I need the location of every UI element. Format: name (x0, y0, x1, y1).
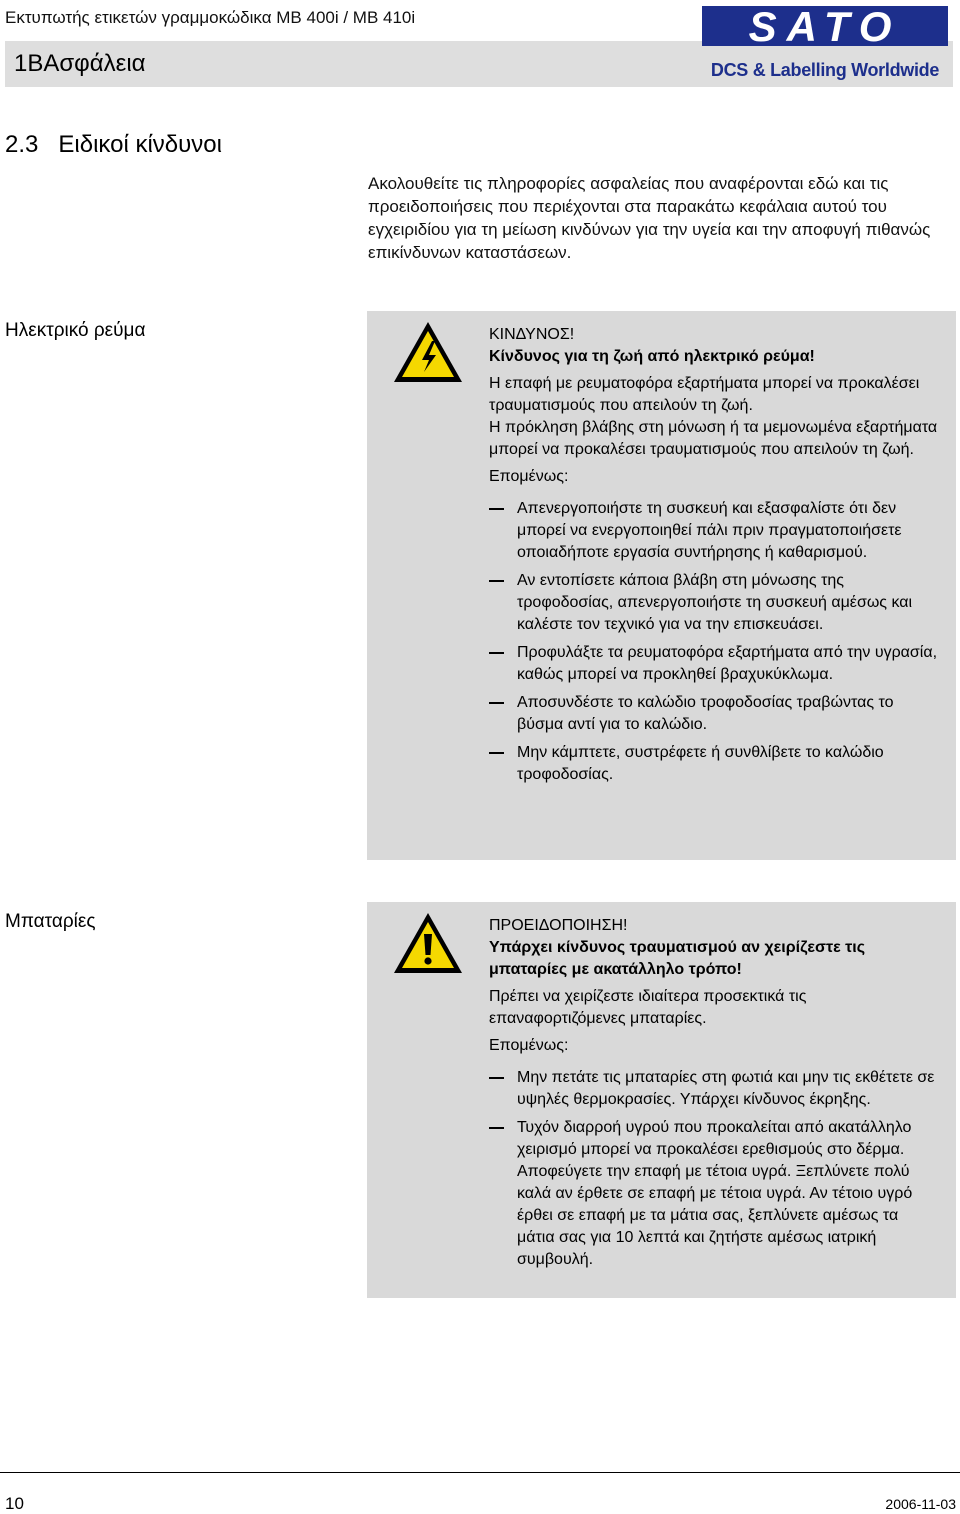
list-item-text: Μην πετάτε τις μπαταρίες στη φωτιά και μην τις εκθέτετε σε υψηλές θερμοκρασίες. Υπάρχει κίνδυνος έκρηξης. (517, 1069, 935, 1108)
chapter-title: 1BΑσφάλεια (14, 50, 146, 77)
list-item-text: Απενεργοποιήστε τη συσκευή και εξασφαλίστε ότι δεν μπορεί να ενεργοποιηθεί πάλι πριν πραγματοποιήσετε οποιαδήποτε εργασία συντήρησης ή καθαρισμού. (517, 500, 902, 561)
dash-bullet (489, 752, 504, 754)
dash-bullet (489, 702, 504, 704)
list-item-text: Μην κάμπτετε, συστρέφετε ή συνθλίβετε το καλώδιο τροφοδοσίας. (517, 744, 884, 783)
list-item (489, 570, 939, 636)
footer-rule (0, 1472, 960, 1473)
list-item-text: Αποσυνδέστε το καλώδιο τροφοδοσίας τραβώντας το βύσμα αντί για το καλώδιο. (517, 694, 894, 733)
hazard-headline: Κίνδυνος για τη ζωή από ηλεκτρικό ρεύμα! (489, 348, 815, 365)
sato-logo (702, 2, 948, 86)
sato-logo-mark (702, 2, 948, 58)
page-number: 10 (5, 1494, 24, 1513)
logo-tagline: DCS & Labelling Worldwide (710, 60, 940, 80)
warning-exclamation-icon (391, 910, 465, 976)
hazard-headline: Υπάρχει κίνδυνος τραυματισμού αν χειρίζεστε τις μπαταρίες με ακατάλληλο τρόπο! (489, 939, 866, 978)
list-item (489, 742, 939, 786)
electric-hazard-icon (391, 319, 465, 385)
section-title: 2.3 Ειδικοί κίνδυνοι (5, 131, 222, 158)
therefore-label: Επομένως: (489, 468, 569, 485)
hazard-paragraph: Πρέπει να χειρίζεστε ιδιαίτερα προσεκτικά τις επαναφορτιζόμενες μπαταρίες. (489, 988, 807, 1027)
list-item-text: Αν εντοπίσετε κάποια βλάβη στη μόνωσης της τροφοδοσίας, απενεργοποιήστε τη συσκευή αμέσως και καλέστε τον τεχνικό για να την επισκευάσει. (517, 572, 913, 633)
list-item (489, 1067, 939, 1111)
dash-bullet (489, 580, 504, 582)
batteries-text (489, 915, 939, 1277)
dash-bullet (489, 652, 504, 654)
measures-list (489, 498, 939, 786)
document-title: Εκτυπωτής ετικετών γραμμοκώδικα MB 400i / MB 410i (5, 8, 416, 27)
signal-word: ΠΡΟΕΙΔΟΠΟΙΗΣΗ! (489, 917, 628, 934)
batteries-label: Μπαταρίες (5, 911, 96, 932)
list-item-text: Προφυλάξτε τα ρευματοφόρα εξαρτήματα από την υγρασία, καθώς μπορεί να προκληθεί βραχυκύκλωμα. (517, 644, 938, 683)
dash-bullet (489, 1077, 504, 1079)
batteries-warning-box (367, 902, 956, 1298)
electric-label: Ηλεκτρικό ρεύμα (5, 320, 146, 341)
page-date: 2006-11-03 (885, 1496, 956, 1512)
signal-word: ΚΙΝΔΥΝΟΣ! (489, 326, 575, 343)
list-item (489, 642, 939, 686)
hazard-paragraph: Η πρόκληση βλάβης στη μόνωση ή τα μεμονωμένα εξαρτήματα μπορεί να προκαλέσει τραυματισμούς που απειλούν τη ζωή. (489, 419, 938, 458)
hazard-paragraph: Η επαφή με ρευματοφόρα εξαρτήματα μπορεί να προκαλέσει τραυματισμούς που απειλούν τη ζωή. (489, 375, 920, 414)
svg-text:SATO: SATO (748, 3, 902, 50)
intro-paragraph: Ακολουθείτε τις πληροφορίες ασφαλείας που αναφέρονται εδώ και τις προειδοποιήσεις που περιέχονται στα παρακάτω κεφάλαια αυτού του εγχειριδίου για τη μείωση κινδύνων για την υγεία και την αποφυγή πιθανώς επικίνδυνων καταστάσεων. (368, 174, 931, 262)
electric-danger-box (367, 311, 956, 860)
dash-bullet (489, 1127, 504, 1129)
list-item-text: Τυχόν διαρροή υγρού που προκαλείται από ακατάλληλο χειρισμό μπορεί να προκαλέσει ερεθισμούς στο δέρμα. Αποφεύγετε την επαφή με τέτοια υγρά. Ξεπλύνετε πολύ καλά αν έρθετε σε επαφή με τέτοια υγρά. Αν τέτοιο υγρό έρθει σε επαφή με τα μάτια σας, ξεπλύνετε αμέσως τα μάτια σας για 10 λεπτά και ζητήστε αμέσως ιατρική συμβουλή. (517, 1119, 913, 1268)
measures-list (489, 1067, 939, 1271)
list-item (489, 498, 939, 564)
therefore-label: Επομένως: (489, 1037, 569, 1054)
list-item (489, 692, 939, 736)
list-item (489, 1117, 939, 1271)
dash-bullet (489, 508, 504, 510)
electric-text (489, 324, 939, 792)
